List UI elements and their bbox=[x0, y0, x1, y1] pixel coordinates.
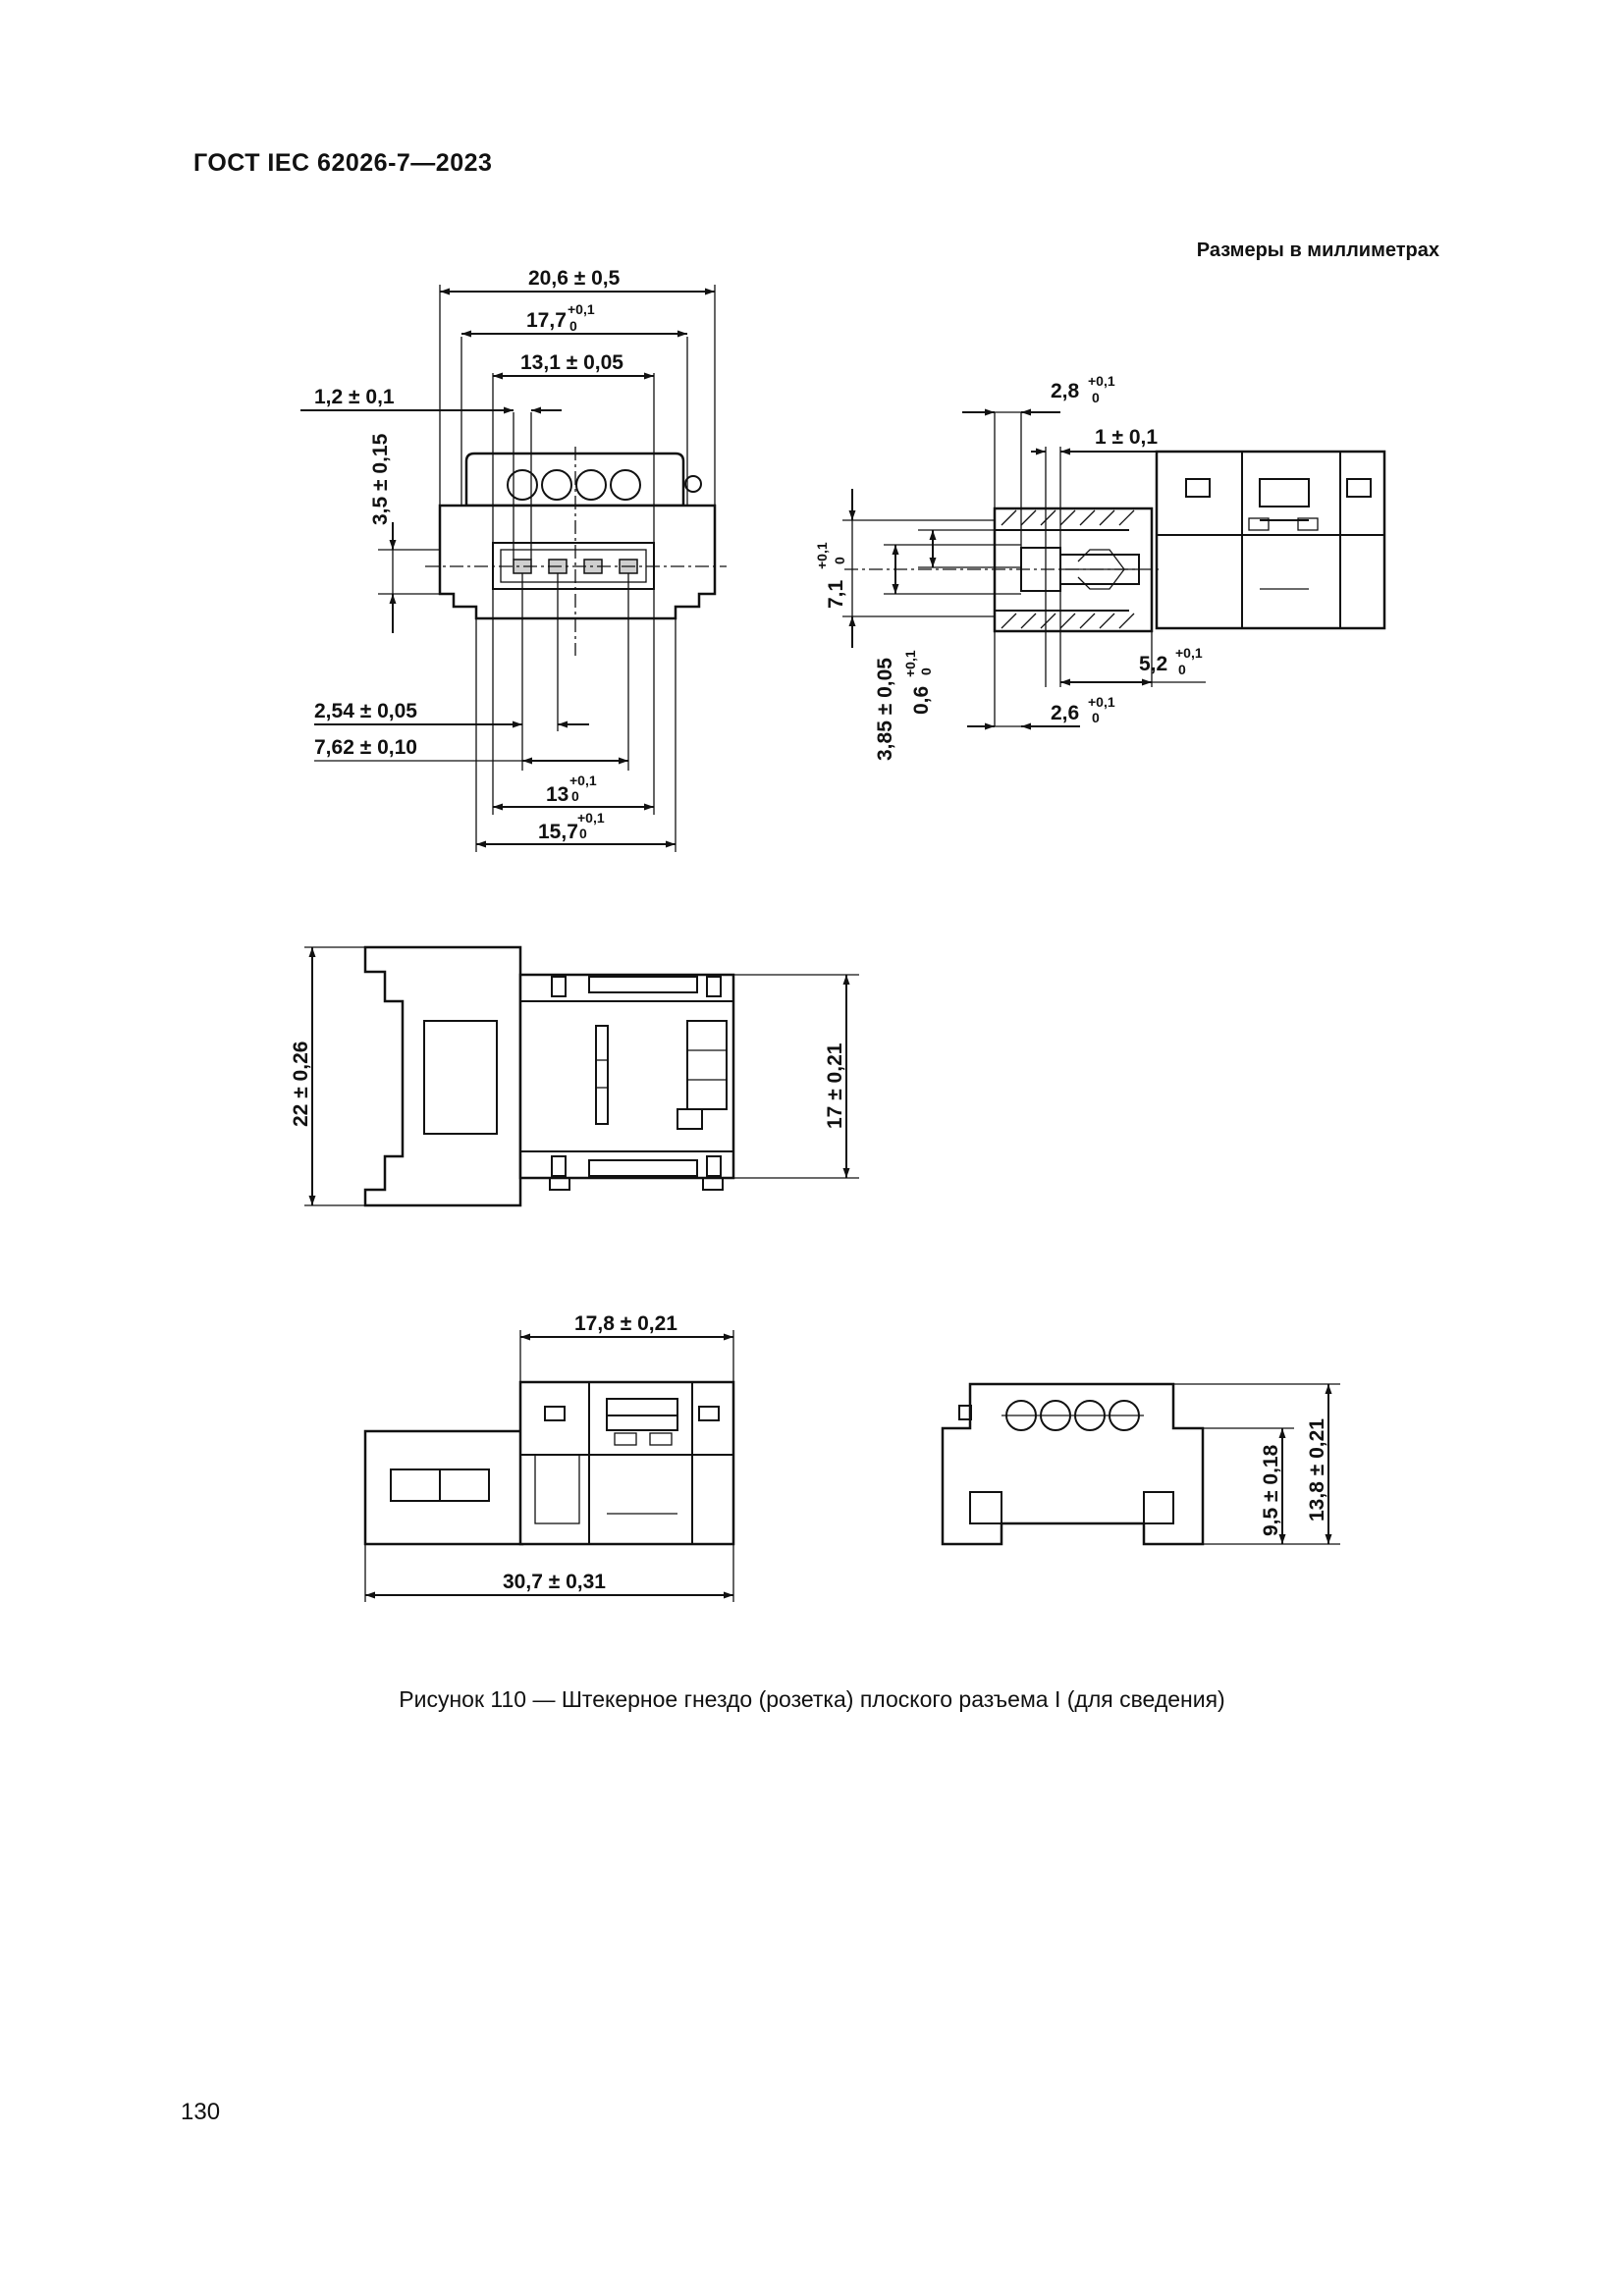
dim-bottom-tol-lower: 0 bbox=[579, 826, 587, 841]
dim-pitch: 2,54 ± 0,05 bbox=[314, 700, 417, 722]
dim-bottom-tol-upper: +0,1 bbox=[577, 810, 605, 826]
dim-d-tol-lower: 0 bbox=[918, 667, 934, 675]
front-view bbox=[300, 267, 727, 852]
dim-b: 1 ± 0,1 bbox=[1095, 426, 1159, 449]
document-header: ГОСТ IEC 62026-7—2023 bbox=[193, 149, 493, 177]
bottom-left-view bbox=[365, 1312, 733, 1602]
dim-cavity-tol-lower: 0 bbox=[571, 788, 579, 804]
dim-top-width: 17,8 ± 0,21 bbox=[574, 1312, 677, 1335]
page-number: 130 bbox=[181, 2099, 221, 2125]
dim-c: 3,85 ± 0,05 bbox=[874, 658, 896, 761]
dim-overall-width: 20,6 ± 0,5 bbox=[528, 267, 621, 290]
dim-a-tol-lower: 0 bbox=[1092, 390, 1100, 405]
dim-a-tol-upper: +0,1 bbox=[1088, 373, 1115, 389]
top-view bbox=[290, 947, 859, 1205]
dim-e-tol-lower: 0 bbox=[1178, 662, 1186, 677]
units-note: Размеры в миллиметрах bbox=[1196, 240, 1439, 261]
dim-cavity-tol-upper: +0,1 bbox=[569, 773, 597, 788]
dim-span-3pitch: 7,62 ± 0,10 bbox=[314, 736, 417, 759]
dim-f-tol-upper: +0,1 bbox=[1088, 694, 1115, 710]
side-section-view bbox=[814, 373, 1384, 761]
dim-height-offset: 3,5 ± 0,15 bbox=[369, 433, 392, 525]
dim-total-length: 30,7 ± 0,31 bbox=[503, 1571, 606, 1593]
bottom-right-view bbox=[943, 1384, 1340, 1544]
dim-h-tol-upper: +0,1 bbox=[814, 542, 830, 569]
dim-height-total: 22 ± 0,26 bbox=[290, 1041, 312, 1127]
figure-caption: Рисунок 110 — Штекерное гнездо (розетка) плоского разъема I (для сведения) bbox=[399, 1686, 1225, 1712]
dim-e-tol-upper: +0,1 bbox=[1175, 645, 1203, 661]
dim-pin-width: 1,2 ± 0,1 bbox=[314, 386, 395, 408]
dim-h: 7,1 bbox=[825, 579, 847, 609]
dim-inner-width-tol-lower: 0 bbox=[569, 318, 577, 334]
dim-d-tol-upper: +0,1 bbox=[902, 650, 918, 677]
dim-f: 2,6 bbox=[1051, 702, 1080, 724]
dim-contact-span: 13,1 ± 0,05 bbox=[520, 351, 623, 374]
dim-inner-width-tol-upper: +0,1 bbox=[568, 301, 595, 317]
dim-h-tol-lower: 0 bbox=[832, 557, 847, 564]
dim-e: 5,2 bbox=[1139, 653, 1168, 675]
dim-cavity: 13 bbox=[546, 783, 569, 806]
dim-d: 0,6 bbox=[910, 685, 933, 715]
dim-f-tol-lower: 0 bbox=[1092, 710, 1100, 725]
dim-height-body: 17 ± 0,21 bbox=[824, 1042, 846, 1129]
dim-bottom: 15,7 bbox=[538, 821, 578, 843]
dim-total-height: 13,8 ± 0,21 bbox=[1306, 1418, 1328, 1522]
dim-a: 2,8 bbox=[1051, 380, 1080, 402]
dim-inner-height: 9,5 ± 0,18 bbox=[1260, 1444, 1282, 1536]
dim-inner-width: 17,7 bbox=[526, 309, 567, 332]
